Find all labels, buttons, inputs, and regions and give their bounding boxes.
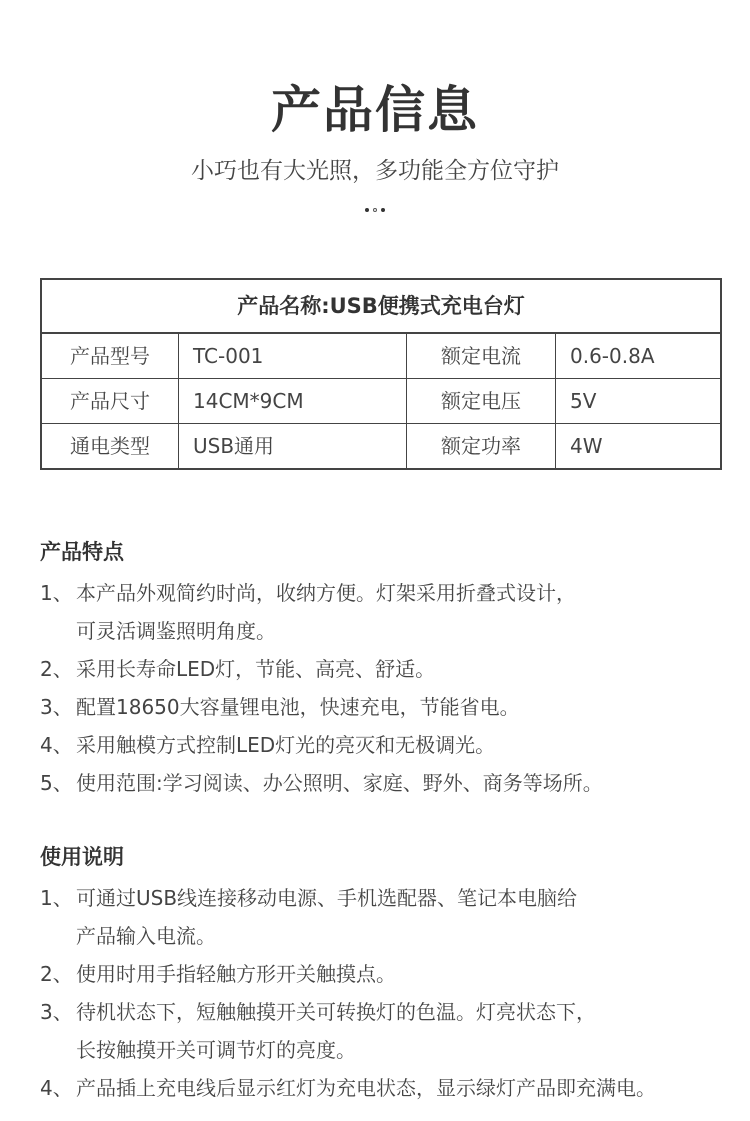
list-item — [40, 574, 740, 650]
list-item — [40, 1069, 740, 1107]
spec-label: 额定电压 — [407, 379, 556, 423]
instructions-section — [40, 842, 740, 1107]
item-text: 使用范围:学习阅读、办公照明、家庭、野外、商务等场所。 — [76, 771, 603, 795]
item-number: 1、 — [40, 886, 73, 910]
item-text: 产品输入电流。 — [76, 924, 216, 948]
dot-icon — [365, 208, 369, 212]
item-text: 长按触摸开关可调节灯的亮度。 — [76, 1038, 356, 1062]
item-number: 4、 — [40, 1076, 73, 1100]
decorative-dots — [0, 208, 750, 212]
item-text: 采用触模方式控制LED灯光的亮灭和无极调光。 — [76, 733, 496, 757]
item-number: 3、 — [40, 695, 73, 719]
spec-value: TC-001 — [179, 334, 407, 378]
item-text: 可通过USB线连接移动电源、手机选配器、笔记本电脑给 — [76, 886, 578, 910]
list-item — [40, 650, 740, 688]
instructions-title: 使用说明 — [40, 845, 124, 869]
list-item — [40, 879, 740, 955]
page-title: 产品信息 — [271, 81, 479, 139]
spec-table — [40, 278, 722, 470]
page-subtitle: 小巧也有大光照，多功能全方位守护 — [191, 158, 559, 184]
item-text: 本产品外观简约时尚，收纳方便。灯架采用折叠式设计， — [76, 581, 576, 605]
spec-label: 通电类型 — [42, 424, 179, 468]
item-number: 2、 — [40, 657, 73, 681]
list-item — [40, 993, 740, 1069]
spec-value: USB通用 — [179, 424, 407, 468]
item-text: 采用长寿命LED灯，节能、高亮、舒适。 — [76, 657, 436, 681]
list-item — [40, 688, 740, 726]
features-title: 产品特点 — [40, 540, 124, 564]
spec-row — [42, 379, 720, 424]
spec-label: 额定功率 — [407, 424, 556, 468]
list-item — [40, 726, 740, 764]
spec-label: 产品型号 — [42, 334, 179, 378]
dot-icon — [381, 208, 385, 212]
spec-label: 产品尺寸 — [42, 379, 179, 423]
list-item — [40, 764, 740, 802]
item-number: 3、 — [40, 1000, 73, 1024]
spec-row — [42, 334, 720, 379]
features-section — [40, 537, 740, 802]
spec-value: 4W — [570, 434, 603, 458]
hollow-dot-icon — [373, 208, 377, 212]
item-text: 待机状态下，短触触摸开关可转换灯的色温。灯亮状态下， — [76, 1000, 596, 1024]
item-text: 使用时用手指轻触方形开关触摸点。 — [76, 962, 396, 986]
item-text: 配置18650大容量锂电池，快速充电，节能省电。 — [76, 695, 520, 719]
item-text: 产品插上充电线后显示红灯为充电状态，显示绿灯产品即充满电。 — [76, 1076, 656, 1100]
item-number: 1、 — [40, 581, 73, 605]
list-item — [40, 955, 740, 993]
spec-value: 14CM*9CM — [179, 379, 407, 423]
spec-table-title: 产品名称:USB便携式充电台灯 — [42, 280, 720, 334]
item-text: 可灵活调鉴照明角度。 — [76, 619, 276, 643]
item-number: 5、 — [40, 771, 73, 795]
item-number: 2、 — [40, 962, 73, 986]
spec-row — [42, 424, 720, 468]
spec-value: 0.6-0.8A — [570, 344, 655, 368]
spec-value: 5V — [570, 389, 597, 413]
item-number: 4、 — [40, 733, 73, 757]
spec-label: 额定电流 — [407, 334, 556, 378]
